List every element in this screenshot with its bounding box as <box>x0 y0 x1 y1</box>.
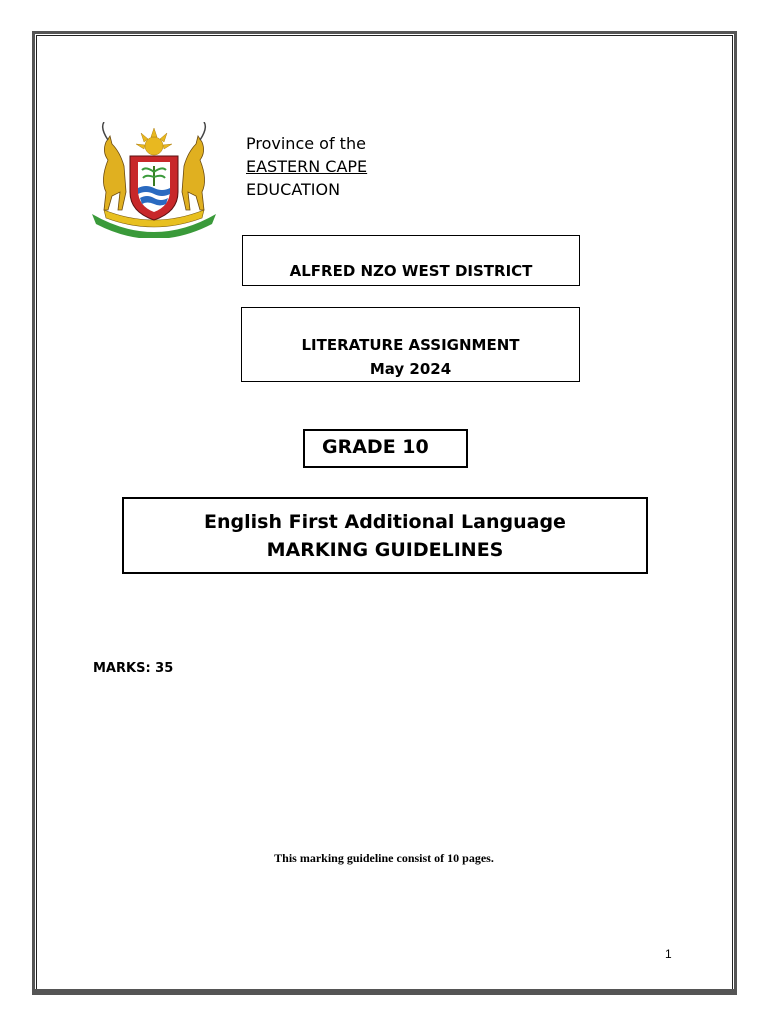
page-number: 1 <box>665 947 672 961</box>
district-name: ALFRED NZO WEST DISTRICT <box>289 262 533 280</box>
assignment-date: May 2024 <box>369 360 452 378</box>
subject-box <box>122 497 648 574</box>
province-line-2: EASTERN CAPE <box>246 157 368 176</box>
page-border-shadow-right <box>734 31 737 994</box>
province-header <box>246 132 367 201</box>
district-box <box>242 235 580 286</box>
page-border-shadow-bottom <box>32 989 737 994</box>
coat-of-arms-icon <box>86 122 222 238</box>
pages-note: This marking guideline consist of 10 pages. <box>274 851 494 865</box>
province-line-3: EDUCATION <box>246 180 341 199</box>
province-line-1: Province of the <box>246 134 366 153</box>
grade-box <box>303 429 468 468</box>
subject-name: English First Additional Language <box>204 511 566 533</box>
assignment-box <box>241 307 580 382</box>
grade-label: GRADE 10 <box>322 436 429 458</box>
assignment-title: LITERATURE ASSIGNMENT <box>301 336 520 354</box>
marks-label: MARKS: 35 <box>93 661 174 676</box>
subject-doc-type: MARKING GUIDELINES <box>266 539 504 561</box>
